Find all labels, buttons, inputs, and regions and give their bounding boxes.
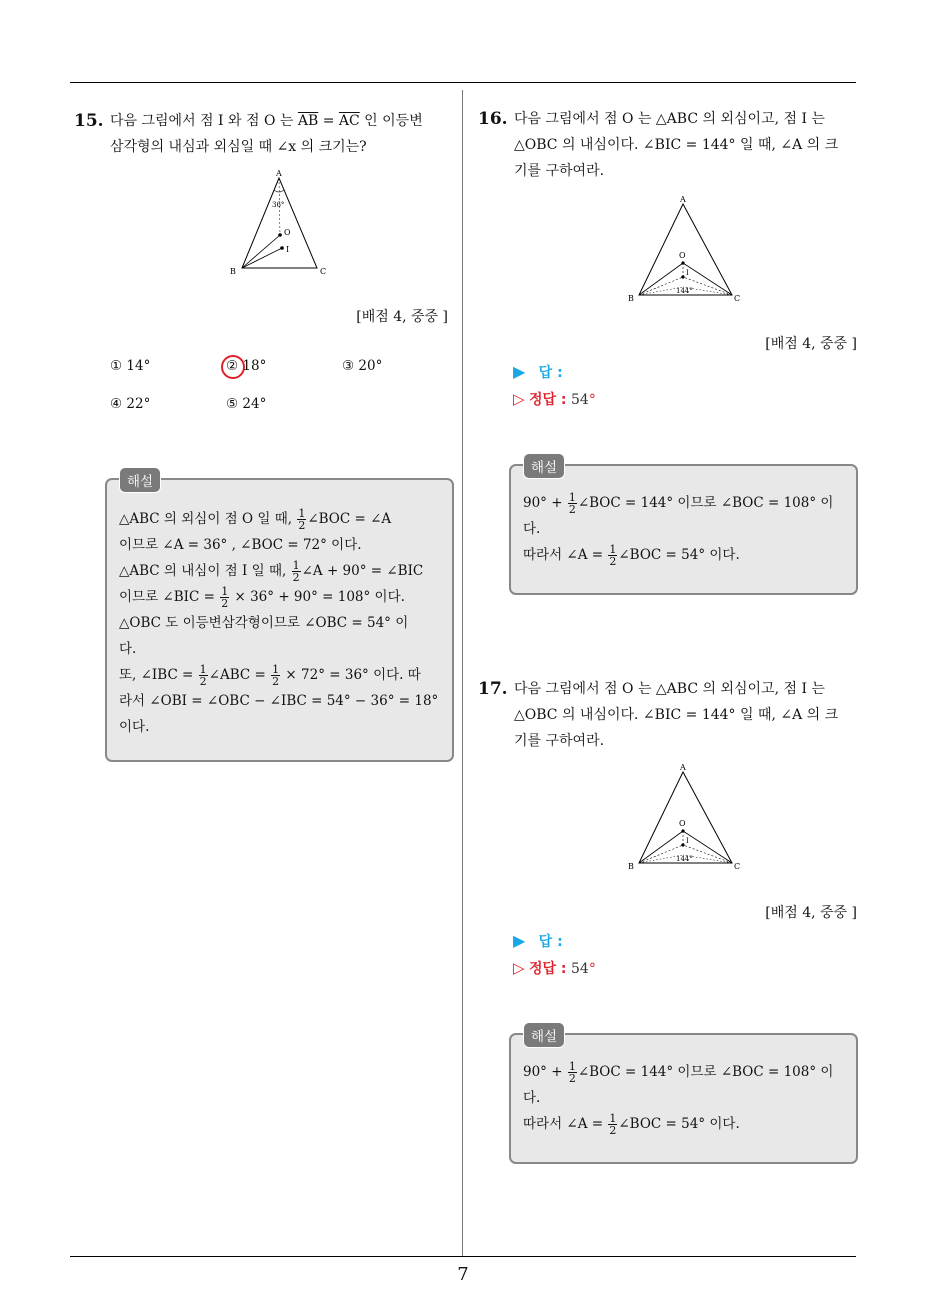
solution-box-16 bbox=[509, 460, 858, 595]
points-16: [배점 4, 중중 ] bbox=[765, 336, 857, 352]
segment-ab: $\overline{AB}$ bbox=[297, 113, 319, 129]
fig15-label-b: B bbox=[230, 267, 236, 276]
question-text: 다음 그림에서 점 I 와 점 O 는 $\overline{AB} = \overline{AC}$ 인 이등변 삼각형의 내심과 외심일 때 ∠x 의 크기는? bbox=[110, 113, 423, 155]
page-number: 7 bbox=[457, 1264, 469, 1285]
fig15-label-c: C bbox=[320, 267, 327, 276]
fig15-label-i: I bbox=[286, 245, 290, 254]
fig16-angle: 144° bbox=[676, 287, 693, 295]
outline-arrow-icon: ▷ bbox=[513, 959, 525, 977]
question-text: 다음 그림에서 점 O 는 △ABC 의 외심이고, 점 I 는 △OBC 의 내심이다. ∠BIC = 144° 일 때, ∠A 의 크 기를 구하여라. bbox=[514, 111, 839, 179]
solution-body: 90° + $\frac{1}{2}$ ∠BOC = 144° 이므로 ∠BOC = 108° 이 다. 따라서 ∠A = $\frac{1}{2}$ ∠BOC = 54° 이다. bbox=[523, 491, 834, 568]
play-arrow-icon: ▶ bbox=[513, 931, 526, 950]
fig15-angle: 36° bbox=[272, 201, 285, 209]
fig16-label-i: I bbox=[686, 269, 689, 277]
figure-16 bbox=[622, 192, 746, 304]
solution-tag: 해설 bbox=[523, 453, 565, 479]
choice-5[interactable]: ⑤ 24° bbox=[226, 396, 267, 412]
outline-arrow-icon: ▷ bbox=[513, 390, 525, 408]
choice-4[interactable]: ④ 22° bbox=[110, 396, 151, 412]
solution-body: △ABC 의 외심이 점 O 일 때, $\frac{1}{2}$ ∠BOC = ∠A 이므로 ∠A = 36° , ∠BOC = 72° 이다. △ABC 의 내심이 점 I 일 때, $\frac{1}{2}$ ∠A + 90° = ∠BIC 이므로 ∠BIC = $\frac{1}{2}$ × 36° + 90° = 108° 이다. △OBC 도 이등변삼각형이므로 ∠OBC = 54° 이 다. 또, ∠IBC = $\frac{1}{2}$ ∠ABC = $\frac{1}{2}$ × 72° = 36° 이다. 따 라서 ∠OBI = ∠OBC − ∠IBC = 54° − 36° = 18° 이다. bbox=[119, 507, 439, 735]
points-17: [배점 4, 중중 ] bbox=[765, 905, 857, 921]
column-divider bbox=[462, 90, 463, 1256]
bottom-rule bbox=[70, 1256, 856, 1257]
solution-body: 90° + $\frac{1}{2}$ ∠BOC = 144° 이므로 ∠BOC = 108° 이 다. 따라서 ∠A = $\frac{1}{2}$ ∠BOC = 54° 이다. bbox=[523, 1060, 834, 1137]
solution-box-17 bbox=[509, 1029, 858, 1164]
correct-answer-16: ▷ 정답 : 54° bbox=[513, 390, 596, 408]
fig16-label-c: C bbox=[734, 294, 741, 303]
question-16 bbox=[478, 106, 863, 184]
fig17-label-c: C bbox=[734, 862, 741, 871]
correct-answer-17: ▷ 정답 : 54° bbox=[513, 959, 596, 977]
fig17-angle: 144° bbox=[676, 855, 693, 863]
fig17-label-b: B bbox=[628, 862, 634, 871]
question-number: 15. bbox=[74, 111, 104, 131]
figure-15 bbox=[225, 168, 335, 280]
question-number: 16. bbox=[478, 109, 508, 129]
choice-2[interactable]: ② 18° bbox=[226, 358, 267, 374]
fig16-label-a: A bbox=[680, 195, 686, 204]
fig17-label-o: O bbox=[679, 819, 686, 828]
fig17-label-i: I bbox=[686, 837, 689, 845]
fig16-label-o: O bbox=[679, 251, 686, 260]
play-arrow-icon: ▶ bbox=[513, 362, 526, 381]
question-text: 다음 그림에서 점 O 는 △ABC 의 외심이고, 점 I 는 △OBC 의 내심이다. ∠BIC = 144° 일 때, ∠A 의 크 기를 구하여라. bbox=[514, 681, 839, 749]
answer-row-17[interactable]: ▶ 답 : bbox=[513, 931, 563, 950]
question-17 bbox=[478, 676, 863, 754]
top-rule bbox=[70, 82, 856, 83]
fig16-label-b: B bbox=[628, 294, 634, 303]
choice-1[interactable]: ① 14° bbox=[110, 358, 151, 374]
question-number: 17. bbox=[478, 679, 508, 699]
answer-row-16[interactable]: ▶ 답 : bbox=[513, 362, 563, 381]
question-15 bbox=[74, 108, 459, 160]
fig15-label-o: O bbox=[284, 228, 291, 237]
points-15: [배점 4, 중중 ] bbox=[356, 309, 448, 325]
segment-ac: $\overline{AC}$ bbox=[338, 113, 360, 129]
solution-box-15 bbox=[105, 474, 454, 762]
figure-17 bbox=[622, 760, 746, 872]
choice-3[interactable]: ③ 20° bbox=[342, 358, 383, 374]
fig17-label-a: A bbox=[680, 763, 686, 772]
solution-tag: 해설 bbox=[523, 1022, 565, 1048]
fig15-label-a: A bbox=[276, 169, 282, 178]
solution-tag: 해설 bbox=[119, 467, 161, 493]
